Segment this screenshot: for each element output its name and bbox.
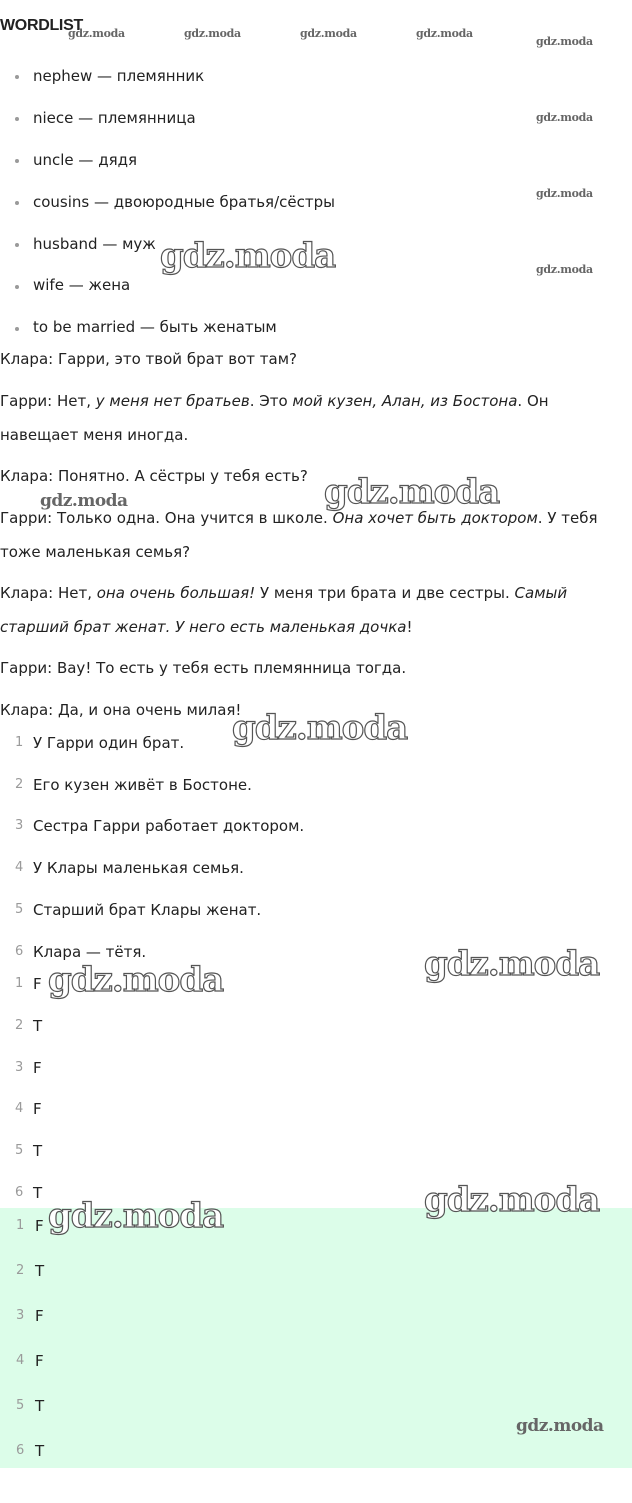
list-item: uncle — дядя (33, 151, 137, 169)
text-run-italic: Она хочет быть доктором (332, 509, 538, 527)
item-number: 2 (15, 1018, 24, 1033)
bullet-icon (15, 75, 19, 79)
dialogue-line (0, 501, 630, 569)
watermark: gdz.moda (536, 187, 593, 200)
watermark: gdz.moda (416, 27, 473, 40)
bullet-icon (15, 243, 19, 247)
statement-text: Клара — тётя. (33, 943, 147, 961)
item-number: 2 (16, 1263, 25, 1278)
answer-value: F (35, 1307, 44, 1325)
watermark: gdz.moda (536, 35, 593, 48)
text-run-italic: у меня нет братьев (95, 392, 250, 410)
statement-text: У Клары маленькая семья. (33, 859, 244, 877)
bullet-icon (15, 327, 19, 331)
list-item: to be married — быть женатым (33, 318, 277, 336)
watermark: gdz.moda (300, 27, 357, 40)
answer-value: T (33, 1017, 43, 1035)
item-number: 5 (15, 1143, 24, 1158)
statement-text: Сестра Гарри работает доктором. (33, 817, 305, 835)
dialogue-line: Клара: Гарри, это твой брат вот там? (0, 350, 298, 368)
item-number: 3 (15, 818, 24, 833)
watermark: gdz.moda (184, 27, 241, 40)
answer-value: F (33, 1100, 42, 1118)
answer-value: T (35, 1442, 45, 1460)
text-run: . У тебя тоже маленькая семья? (0, 509, 598, 561)
text-run: У меня три брата и две сестры. (255, 584, 515, 602)
list-item: wife — жена (33, 276, 131, 294)
bullet-icon (15, 159, 19, 163)
answer-value: F (33, 975, 42, 993)
bullet-icon (15, 285, 19, 289)
text-run: . Он навещает меня иногда. (0, 392, 549, 444)
watermark: gdz.moda (160, 236, 336, 276)
text-run-italic: Самый старший брат женат. У него есть маленькая дочка (0, 584, 568, 636)
watermark: gdz.moda (232, 708, 408, 748)
item-number: 6 (15, 944, 24, 959)
watermark: gdz.moda (324, 472, 500, 512)
text-run: Гарри: Только одна. Она учится в школе. (0, 509, 333, 527)
text-run: . Это (249, 392, 293, 410)
item-number: 6 (15, 1185, 24, 1200)
answer-value: F (35, 1217, 44, 1235)
statement-text: Его кузен живёт в Бостоне. (33, 776, 252, 794)
bullet-icon (15, 201, 19, 205)
item-number: 4 (16, 1353, 25, 1368)
item-number: 1 (15, 735, 24, 750)
item-number: 5 (16, 1398, 25, 1413)
item-number: 1 (16, 1218, 25, 1233)
text-run: ! (406, 618, 413, 636)
wordlist-heading: WORDLIST (0, 17, 83, 34)
text-run: Гарри: Нет, (0, 392, 96, 410)
list-item: cousins — двоюродные братья/сёстры (33, 193, 335, 211)
answer-value: T (33, 1142, 43, 1160)
item-number: 4 (15, 860, 24, 875)
bullet-icon (15, 117, 19, 121)
answer-value: T (35, 1397, 45, 1415)
dialogue-line: Клара: Понятно. А сёстры у тебя есть? (0, 467, 308, 485)
statement-text: У Гарри один брат. (33, 734, 185, 752)
dialogue-line (0, 384, 630, 452)
watermark: gdz.moda (48, 1196, 224, 1236)
answer-value: T (35, 1262, 45, 1280)
answer-value: F (35, 1352, 44, 1370)
item-number: 5 (15, 902, 24, 917)
dialogue-line: Клара: Да, и она очень милая! (0, 701, 242, 719)
list-item: niece — племянница (33, 109, 196, 127)
text-run: Клара: Нет, (0, 584, 97, 602)
watermark: gdz.moda (424, 1180, 600, 1220)
answer-value: F (33, 1059, 42, 1077)
watermark: gdz.moda (536, 111, 593, 124)
watermark: gdz.moda (516, 1416, 604, 1436)
list-item: husband — муж (33, 235, 156, 253)
watermark: gdz.moda (536, 263, 593, 276)
statement-text: Старший брат Клары женат. (33, 901, 262, 919)
answer-value: T (33, 1184, 43, 1202)
watermark: gdz.moda (40, 491, 128, 511)
list-item: nephew — племянник (33, 67, 205, 85)
item-number: 3 (15, 1060, 24, 1075)
item-number: 6 (16, 1443, 25, 1458)
text-run-italic: мой кузен, Алан, из Бостона (292, 392, 518, 410)
text-run-italic: она очень большая! (96, 584, 256, 602)
watermark: gdz.moda (424, 944, 600, 984)
watermark: gdz.moda (48, 960, 224, 1000)
item-number: 1 (15, 976, 24, 991)
item-number: 3 (16, 1308, 25, 1323)
item-number: 2 (15, 777, 24, 792)
dialogue-line (0, 576, 630, 644)
watermark: gdz.moda (68, 27, 125, 40)
item-number: 4 (15, 1101, 24, 1116)
dialogue-line: Гарри: Вау! То есть у тебя есть племянница тогда. (0, 659, 407, 677)
